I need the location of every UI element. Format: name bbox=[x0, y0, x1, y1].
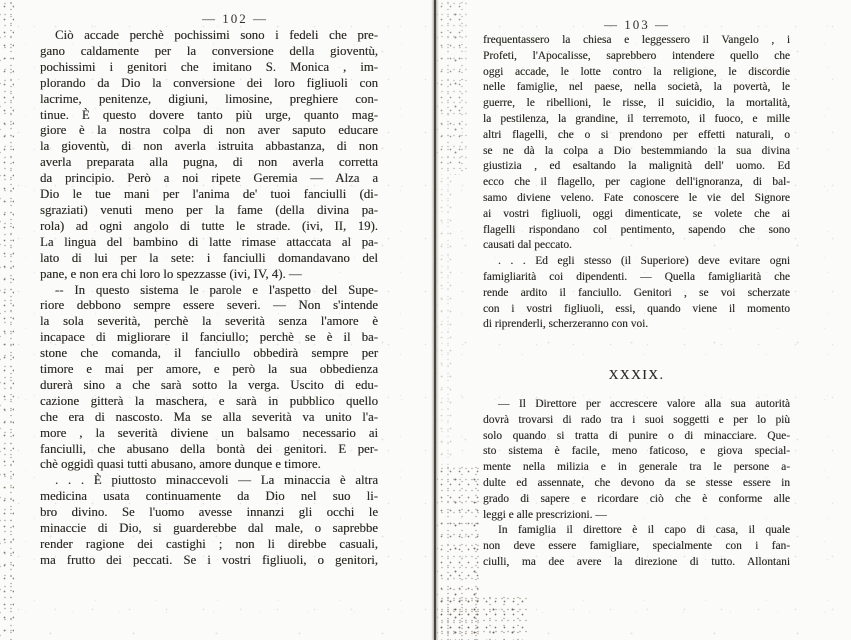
text-line: fanciulli, che abusano della bontà dei genitori. E per- bbox=[40, 441, 378, 456]
paragraph bbox=[483, 397, 790, 523]
text-line: Profeti, l'Apocalisse, saprebbero intendere quello che bbox=[483, 49, 790, 62]
text-line: XXXIX. bbox=[608, 367, 665, 383]
text-line: pochissimi i genitori che imitano S. Monica , im- bbox=[40, 59, 378, 74]
text-line: leggi e alle prescrizioni. — bbox=[483, 508, 607, 521]
right-page-number-header: — 103 — bbox=[604, 17, 670, 32]
section-heading bbox=[483, 367, 790, 383]
text-line: incapace di migliorare il fanciullo; perchè se è il ba- bbox=[40, 330, 378, 345]
text-line: mente nella milizia e in generale tra le persone a- bbox=[483, 461, 790, 474]
paragraph bbox=[483, 33, 790, 254]
text-line: cazione gitterà la maschera, e sarà in pubblico quello bbox=[40, 393, 378, 408]
text-line: bro divino. Se l'uomo avesse innanzi gli occhi le bbox=[40, 505, 378, 520]
text-line: medicina usata continuamente da Dio nel suo li- bbox=[40, 489, 378, 504]
text-line: stone che comanda, il fanciullo obbedirà sempre per bbox=[40, 346, 378, 361]
text-line: causati dal peccato. bbox=[483, 239, 572, 252]
scan-edge-artifact-left bbox=[0, 0, 14, 640]
page-gutter-shadow bbox=[434, 0, 436, 640]
text-line: samo diviene veleno. Fate conoscere le vie del Signore bbox=[483, 191, 790, 204]
text-line: con i vostri figliuoli, essi, quando viene il momento bbox=[483, 302, 790, 315]
left-page-number-header: — 102 — bbox=[202, 11, 268, 26]
text-line: nelle famiglie, nel paese, nella società, la povertà, le bbox=[483, 81, 790, 94]
left-page-text-column bbox=[40, 28, 378, 569]
text-line: altri flagelli, che o si prendono per effetti naturali, o bbox=[483, 128, 790, 141]
text-line: che era di nascosto. Ma se alla severità va unito l'a- bbox=[40, 409, 378, 424]
text-line: flagelli rispondano col pentimento, sapendo che sono bbox=[483, 223, 790, 236]
text-line: . . . Ed egli stesso (il Superiore) deve evitare ogni bbox=[498, 255, 790, 268]
text-line: timore e mai per amore, e però la sua obbedienza bbox=[40, 362, 378, 377]
text-line: guerre, le ribellioni, le risse, il suicidio, la mortalità, bbox=[483, 97, 790, 110]
paragraph bbox=[40, 283, 378, 474]
text-line: plorando da Dio la conversione dei loro figliuoli con bbox=[40, 75, 378, 90]
text-line: Dio le tue mani per l'anima de' tuoi fanciulli (di- bbox=[40, 187, 378, 202]
text-line: -- In questo sistema le parole e l'aspetto del Supe- bbox=[55, 282, 378, 297]
text-line: giustizia , ed esaltando la malignità dell' uomo. Ed bbox=[483, 160, 790, 173]
text-line: sgraziati) venuti meno per la fame (della divina pa- bbox=[40, 202, 378, 217]
text-line: sto sistema è facile, meno faticoso, e giova special- bbox=[483, 445, 790, 458]
text-line: di riprenderli, scherzeranno con voi. bbox=[483, 318, 649, 331]
right-page-text-column bbox=[483, 33, 790, 571]
text-line: averla preparata alla pugna, di non averla corretta bbox=[40, 155, 378, 170]
text-line: gano caldamente per la conversione della gioventù, bbox=[40, 43, 378, 58]
text-line: la gioventù, di non averla istruita abbastanza, di non bbox=[40, 139, 378, 154]
text-line: solo quando si tratta di punire o di minacciare. Que- bbox=[483, 429, 790, 442]
text-line: famigliarità coi dipendenti. — Quella famigliarità che bbox=[483, 270, 790, 283]
gutter-noise-bottom bbox=[437, 465, 483, 640]
corner-noise-artifact bbox=[437, 595, 527, 640]
text-line: minaccie di Dio, si guarderebbe dal male, o saprebbe bbox=[40, 521, 378, 536]
text-line: more , la severità diviene un balsamo necessario ai bbox=[40, 425, 378, 440]
text-line: grado di sapere e ricordare ciò che è conforme alle bbox=[483, 492, 790, 505]
text-line: . . . È piuttosto minaccevoli — La minaccia è altra bbox=[55, 473, 378, 488]
text-line: rende ardito il fanciullo. Genitori , se voi scherzate bbox=[483, 286, 790, 299]
text-line: riore debbono sempre essere severi. — Non s'intende bbox=[40, 298, 378, 313]
text-line: ma frutto dei peccati. Se i vostri figliuoli, o genitori, bbox=[40, 552, 378, 567]
text-line: ciulli, ma dee avere la direzione di tutto. Allontani bbox=[483, 555, 790, 568]
gutter-noise-middle bbox=[437, 175, 453, 465]
text-line: dulte ed assennate, che devono da se stesse essere in bbox=[483, 476, 790, 489]
text-line: non deve essere famigliare, specialmente con i fan- bbox=[483, 540, 790, 553]
paragraph bbox=[40, 28, 378, 283]
text-line: se ne dà la colpa a Dio bestemmiando la sua divina bbox=[483, 144, 790, 157]
text-line: ai vostri figliuoli, oggi dimenticate, se volete che ai bbox=[483, 207, 790, 220]
paragraph bbox=[40, 473, 378, 568]
text-line: Ciò accade perchè pochissimi sono i fedeli che pre- bbox=[55, 28, 378, 42]
paragraph bbox=[483, 254, 790, 333]
text-line: render ragione dei castighi ; non li direbbe casuali, bbox=[40, 537, 378, 551]
text-line: — Il Direttore per accrescere valore alla sua autorità bbox=[498, 397, 790, 410]
text-line: lacrime, penitenze, digiuni, limosine, preghiere con- bbox=[40, 91, 378, 106]
text-line: la sola severità, perchè la severità senza l'amore è bbox=[40, 314, 378, 329]
text-line: la pestilenza, la grandine, il terremoto, il fuoco, e mille bbox=[483, 112, 790, 125]
text-line: In famiglia il direttore è il capo di casa, il quale bbox=[498, 524, 790, 537]
text-line: giore è la nostra colpa di non aver saputo educare bbox=[40, 123, 378, 138]
text-line: lato di lui per la sete: i fanciulli domandavano del bbox=[40, 250, 378, 265]
text-line: tinue. È questo dovere tanto più urge, quanto mag- bbox=[40, 107, 378, 122]
text-line: pane, e non era chi loro lo spezzasse (ivi, IV, 4). — bbox=[40, 266, 302, 281]
text-line: frequentassero la chiesa e leggessero il Vangelo , i bbox=[483, 34, 790, 46]
text-line: chè oggidì quasi tutti abusano, amore dunque e timore. bbox=[40, 457, 321, 472]
paragraph bbox=[483, 523, 790, 570]
text-line: La lingua del bambino di latte rimase attaccata al pa- bbox=[40, 234, 378, 249]
text-line: ecco che il flagello, per cagione dell'ignoranza, di bal- bbox=[483, 176, 790, 189]
text-line: da principio. Però a noi ripete Geremia — Alza a bbox=[40, 171, 378, 186]
gutter-noise-top bbox=[437, 0, 467, 175]
text-line: oggi accade, le lotte contro la religione, le discordie bbox=[483, 65, 790, 78]
text-line: dovrà trovarsi di rado tra i suoi soggetti e per lo più bbox=[483, 413, 790, 426]
text-line: rola) ad ogni angolo di tutte le strade. (ivi, II, 19). bbox=[40, 218, 378, 233]
text-line: durerà sino a che sarà sotto la verga. Uscito di edu- bbox=[40, 377, 378, 392]
